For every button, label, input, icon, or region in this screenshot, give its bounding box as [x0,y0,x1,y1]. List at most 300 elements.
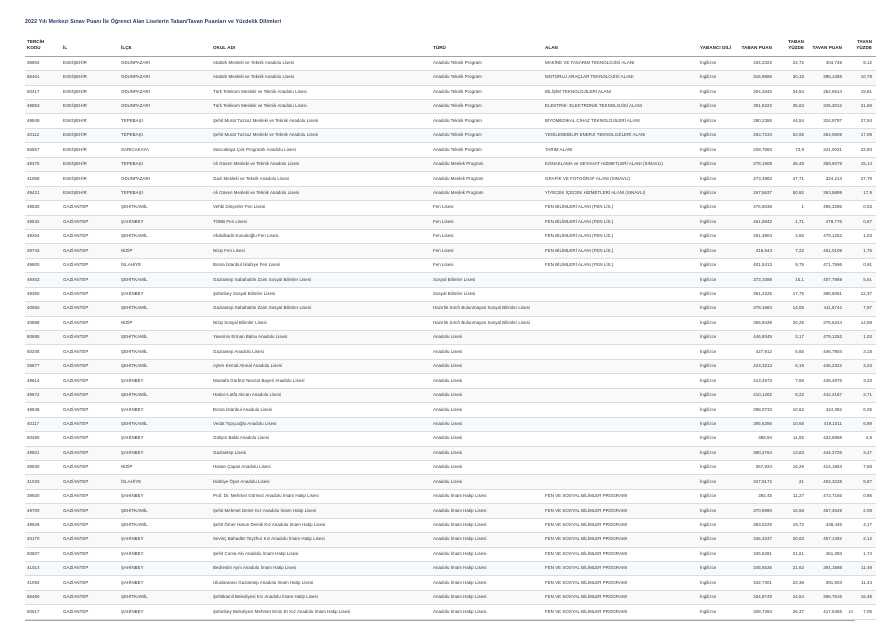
cell-ilce: ŞAHİNBEY [119,374,211,388]
column-header-tavan-puan[interactable]: TAVAN PUAN [808,36,846,56]
cell-okul: Sarıcakaya Çok Programlı Anadolu Lisesi [211,143,431,157]
cell-alan: YİYECEK İÇECEK HİZMETLERİ ALANI (SINAVLI) [543,186,698,200]
cell-tavanp: 461,283 [808,547,846,561]
cell-tavany: 2,12 [846,533,876,547]
table-row[interactable] [25,157,876,171]
cell-turu: Anadolu Lisesi [431,403,543,417]
cell-dil: İngilizce [698,172,738,186]
cell-tabanp: 304,3346 [738,85,776,99]
table-row[interactable] [25,244,876,258]
cell-dil: İngilizce [698,71,738,85]
cell-alan: FEN VE SOSYAL BİLİMLER PROGRAMI [543,605,698,619]
table-row[interactable] [25,489,876,503]
cell-okul: Uluslararası Gaziantep Anadolu İmam Hatip Lisesi [211,576,431,590]
cell-alan [543,432,698,446]
cell-tabany: 20,25 [776,316,808,330]
cell-kodu: 65461 [25,71,61,85]
cell-tabany: 5,55 [776,345,808,359]
cell-kodu: 41094 [25,576,61,590]
cell-il: ESKİŞEHİR [61,186,119,200]
cell-turu: Anadolu Teknik Program [431,56,543,70]
cell-tavanp: 352,6514 [808,85,846,99]
cell-kodu: 41069 [25,172,61,186]
cell-tavany: 9,12 [846,56,876,70]
cell-tavany: 1,03 [846,331,876,345]
cell-dil: İngilizce [698,273,738,287]
table-row[interactable] [25,114,876,128]
table-row[interactable] [25,128,876,142]
cell-alan [543,446,698,460]
cell-turu: Anadolu Lisesi [431,460,543,474]
cell-okul: Şehit Cuma Akı Anadolu İmam Hatip Lisesi [211,547,431,561]
table-row[interactable] [25,316,876,330]
cell-tavany: 3,18 [846,345,876,359]
cell-kodu: 49853 [25,100,61,114]
cell-ilce: İSLAHİYE [119,475,211,489]
cell-tavanp: 478,776 [808,215,846,229]
cell-ilce: ŞEHİTKAMİL [119,331,211,345]
cell-ilce: ŞEHİTKAMİL [119,229,211,243]
cell-okul: Hatice-Lütfü Akcan Anadolu Lisesi [211,388,431,402]
cell-tavanp: 407,7869 [808,273,846,287]
cell-dil: İngilizce [698,489,738,503]
cell-dil: İngilizce [698,590,738,604]
table-row[interactable] [25,533,876,547]
cell-okul: Şahinbey Belediyesi Mehmet Emin Er Kız Anadolu İmam Hatip Lisesi [211,605,431,619]
table-row[interactable] [25,71,876,85]
cell-alan: FEN BİLİMLERİ ALANI (FEN LİS.) [543,229,698,243]
cell-ilce: ODUNPAZARI [119,172,211,186]
table-row[interactable] [25,562,876,576]
cell-ilce: ŞEHİTKAMİL [119,388,211,402]
cell-il: GAZİANTEP [61,273,119,287]
cell-tavanp: 472,7156 [808,489,846,503]
cell-dil: İngilizce [698,143,738,157]
table-row[interactable] [25,56,876,70]
cell-tavanp: 404,748 [808,56,846,70]
cell-tabanp: 392,45 [738,489,776,503]
table-row[interactable] [25,576,876,590]
cell-okul: Prof. Dr. Mehmet Görmez Anadolu İmam Hatip Lisesi [211,489,431,503]
cell-kodu: 40117 [25,417,61,431]
cell-tavany: 0,67 [846,215,876,229]
cell-tavanp: 438,446 [808,518,846,532]
cell-okul: Gaziantep Sabahattin Zaim Sosyal Bilimler Lisesi [211,302,431,316]
cell-tavany: 14,58 [846,316,876,330]
cell-il: ESKİŞEHİR [61,71,119,85]
cell-okul: Vehbi Dinçerler Fen Lisesi [211,201,431,215]
cell-tavanp: 403,3228 [808,475,846,489]
cell-tabanp: 401,5413 [738,258,776,272]
table-row[interactable] [25,518,876,532]
cell-dil: İngilizce [698,229,738,243]
cell-dil: İngilizce [698,432,738,446]
table-row[interactable] [25,229,876,243]
table-row[interactable] [25,460,876,474]
column-header-taban-puan[interactable]: TABAN PUAN [738,36,776,56]
cell-dil: İngilizce [698,287,738,301]
cell-tavany: 7,05 [846,605,876,619]
cell-il: GAZİANTEP [61,475,119,489]
cell-ilce: ŞEHİTKAMİL [119,345,211,359]
cell-ilce: TEPEBAŞI [119,114,211,128]
cell-tavanp: 391,503 [808,576,846,590]
cell-dil: İngilizce [698,417,738,431]
cell-dil: İngilizce [698,359,738,373]
cell-tabanp: 280,2386 [738,114,776,128]
cell-ilce: NİZİP [119,460,211,474]
table-row[interactable] [25,287,876,301]
cell-dil: İngilizce [698,576,738,590]
cell-turu: Anadolu Lisesi [431,475,543,489]
cell-tabany: 44,54 [776,114,808,128]
cell-okul: Gazi Mesleki ve Teknik Anadolu Lisesi [211,172,431,186]
cell-tabany: 9,75 [776,258,808,272]
cell-turu: Anadolu Lisesi [431,432,543,446]
table-header-row [25,36,876,56]
table-row[interactable] [25,388,876,402]
cell-tabanp: 345,6291 [738,547,776,561]
cell-tabanp: 334,8749 [738,590,776,604]
table-row[interactable] [25,172,876,186]
cell-tavanp: 444,2726 [808,446,846,460]
cell-tavany: 0,91 [846,258,876,272]
cell-tabanp: 367,934 [738,460,776,474]
table-row[interactable] [25,359,876,373]
cell-alan: FEN BİLİMLERİ ALANI (FEN LİS.) [543,201,698,215]
page-number: 24 [848,609,853,614]
cell-alan: YENİLENEBİLİR ENERJİ TEKNOLOJİLERİ ALANI [543,128,698,142]
cell-dil: İngilizce [698,562,738,576]
cell-il: GAZİANTEP [61,244,119,258]
cell-alan [543,460,698,474]
cell-tabanp: 423,3213 [738,359,776,373]
cell-tabany: 10,62 [776,403,808,417]
cell-kodu: 49421 [25,186,61,200]
cell-il: GAZİANTEP [61,504,119,518]
cell-tabany: 11,92 [776,432,808,446]
column-header-ilce[interactable]: İLÇE [119,36,211,56]
cell-tavanp: 388,6061 [808,287,846,301]
cell-kodu: 50417 [25,85,61,99]
cell-tabanp: 373,1088 [738,273,776,287]
table-row[interactable] [25,215,876,229]
cell-turu: Anadolu Lisesi [431,345,543,359]
cell-tabany: 3,17 [776,331,808,345]
table-row[interactable] [25,345,876,359]
cell-dil: İngilizce [698,547,738,561]
table-row[interactable] [25,504,876,518]
cell-tavanp: 457,1392 [808,533,846,547]
cell-tabany: 16,29 [776,460,808,474]
cell-ilce: ŞAHİNBEY [119,489,211,503]
table-row[interactable] [25,417,876,431]
cell-alan [543,302,698,316]
column-header-turu[interactable]: TÜRÜ [431,36,543,56]
cell-alan [543,403,698,417]
cell-tavany: 1,74 [846,547,876,561]
cell-tabany: 50,92 [776,186,808,200]
cell-turu: Anadolu İmam Hatip Lisesi [431,562,543,576]
cell-tavanp: 345,3012 [808,100,846,114]
cell-okul: Şehit Murat Tuzsuz Mesleki ve Teknik Anadolu Lisesi [211,114,431,128]
cell-okul: Şehit Murat Tuzsuz Mesleki ve Teknik Anadolu Lisesi [211,128,431,142]
cell-dil: İngilizce [698,215,738,229]
cell-turu: Anadolu Teknik Program [431,114,543,128]
cell-ilce: ŞAHİNBEY [119,432,211,446]
cell-turu: Anadolu Lisesi [431,388,543,402]
cell-tabany: 21,61 [776,547,808,561]
cell-tabany: 17,75 [776,287,808,301]
table-row[interactable] [25,374,876,388]
cell-okul: Gaziantep Lisesi [211,446,431,460]
cell-kodu: 50490 [25,432,61,446]
table-row[interactable] [25,403,876,417]
table-row[interactable] [25,186,876,200]
cell-ilce: ŞEHİTKAMİL [119,504,211,518]
cell-okul: Şehit Ömer Harun Demik Kız Anadolu İmam Hatip Lisesi [211,518,431,532]
cell-tabany: 24,54 [776,590,808,604]
cell-tabany: 1,71 [776,215,808,229]
cell-il: GAZİANTEP [61,489,119,503]
cell-tavany: 3,71 [846,388,876,402]
column-header-il[interactable]: İL [61,36,119,56]
cell-il: ESKİŞEHİR [61,128,119,142]
cell-alan [543,331,698,345]
cell-okul: Nizip Sosyal Bilimler Lisesi [211,316,431,330]
cell-tabanp: 273,4983 [738,172,776,186]
cell-tabanp: 342,7301 [738,576,776,590]
cell-il: ESKİŞEHİR [61,172,119,186]
table-row[interactable] [25,547,876,561]
cell-okul: Ali Güven Mesleki ve Teknik Anadolu Lisesi [211,186,431,200]
cell-kodu: 49350 [25,287,61,301]
cell-dil: İngilizce [698,374,738,388]
cell-tabany: 7,22 [776,244,808,258]
table-row[interactable] [25,273,876,287]
cell-ilce: NİZİP [119,316,211,330]
cell-dil: İngilizce [698,403,738,417]
column-header-tavan-yuzde[interactable]: TAVAN YÜZDE [846,36,876,56]
cell-il: GAZİANTEP [61,446,119,460]
cell-tavany: 9,87 [846,475,876,489]
cell-kodu: 49532 [25,215,61,229]
cell-turu: Anadolu İmam Hatip Lisesi [431,489,543,503]
cell-tavanp: 432,6968 [808,432,846,446]
cell-kodu: 41033 [25,475,61,489]
cell-tavanp: 445,4876 [808,374,846,388]
cell-il: GAZİANTEP [61,331,119,345]
cell-kodu: 50345 [25,345,61,359]
cell-tabanp: 334,2322 [738,56,776,70]
cell-kodu: 40170 [25,533,61,547]
cell-tabany: 52,65 [776,128,808,142]
cell-il: GAZİANTEP [61,533,119,547]
cell-tabany: 11,27 [776,489,808,503]
column-header-okul-adi[interactable]: OKUL ADI [211,36,431,56]
column-header-taban-yuzde[interactable]: TABAN YÜZDE [776,36,808,56]
table-row[interactable] [25,85,876,99]
table-row[interactable] [25,258,876,272]
table-row[interactable] [25,475,876,489]
column-header-alan[interactable]: ALAN [543,36,698,56]
cell-turu: Anadolu İmam Hatip Lisesi [431,533,543,547]
cell-tabanp: 345,5536 [738,562,776,576]
cell-tabanp: 451,3804 [738,229,776,243]
cell-tabanp: 263,7234 [738,128,776,142]
cell-ilce: SARICAKAYA [119,143,211,157]
cell-il: GAZİANTEP [61,547,119,561]
cell-tabanp: 279,1908 [738,157,776,171]
cell-dil: İngilizce [698,186,738,200]
cell-alan: FEN BİLİMLERİ ALANI (FEN LİS.) [543,244,698,258]
column-header-yabanci-dili[interactable]: YABANCI DİLİ [698,36,738,56]
cell-ilce: ŞAHİNBEY [119,547,211,561]
cell-ilce: ŞAHİNBEY [119,605,211,619]
cell-alan: FEN BİLİMLERİ ALANI (FEN LİS.) [543,215,698,229]
cell-alan [543,388,698,402]
cell-dil: İngilizce [698,518,738,532]
cell-tavany: 6,98 [846,417,876,431]
cell-il: GAZİANTEP [61,562,119,576]
cell-tabanp: 388,94 [738,432,776,446]
cell-kodu: 39930 [25,460,61,474]
cell-okul: Atatürk Mesleki ve Teknik Anadolu Lisesi [211,71,431,85]
cell-tabanp: 476,5036 [738,201,776,215]
cell-turu: Fen Lisesi [431,229,543,243]
cell-tabany: 73,9 [776,143,808,157]
table-row[interactable] [25,446,876,460]
cell-tabany: 35,63 [776,100,808,114]
cell-tavany: 22,83 [846,143,876,157]
cell-kodu: 49948 [25,403,61,417]
table-row[interactable] [25,605,876,619]
cell-turu: Anadolu Lisesi [431,331,543,345]
cell-alan: ELEKTRİK- ELEKTRONİK TEKNOLOJİSİ ALANI [543,100,698,114]
cell-alan [543,316,698,330]
cell-dil: İngilizce [698,114,738,128]
table-row[interactable] [25,143,876,157]
cell-dil: İngilizce [698,460,738,474]
cell-tavanp: 364,0608 [808,128,846,142]
cell-alan [543,475,698,489]
cell-tavany: 19,81 [846,85,876,99]
cell-tabanp: 361,2225 [738,287,776,301]
cell-okul: Bedrestin Aynı Anadolu İmam Hatip Lisesi [211,562,431,576]
cell-dil: İngilizce [698,302,738,316]
cell-dil: İngilizce [698,56,738,70]
cell-turu: Anadolu Lisesi [431,417,543,431]
cell-okul: Şehit Mehmet Demir Kız Anadolu İmam Hatip Lisesi [211,504,431,518]
cell-tabany: 26,37 [776,605,808,619]
cell-tabany: 7,69 [776,374,808,388]
cell-dil: İngilizce [698,157,738,171]
column-header-tercih-kodu[interactable]: TERCİH KODU [25,36,61,56]
cell-ilce: ŞEHİTKAMİL [119,518,211,532]
cell-ilce: TEPEBAŞI [119,128,211,142]
cell-kodu: 49601 [25,446,61,460]
cell-alan: TARIM ALANI [543,143,698,157]
cell-turu: Anadolu Teknik Program [431,143,543,157]
cell-kodu: 39877 [25,359,61,373]
table-row[interactable] [25,331,876,345]
cell-ilce: ŞAHİNBEY [119,215,211,229]
cell-dil: İngilizce [698,331,738,345]
cell-il: GAZİANTEP [61,417,119,431]
table-row[interactable] [25,432,876,446]
cell-okul: Mustafa Gürbüz Nevzat Bayeri Anadolu Lisesi [211,374,431,388]
cell-tavany: 3,33 [846,374,876,388]
cell-ilce: ŞEHİTKAMİL [119,302,211,316]
cell-tavanp: 471,7596 [808,258,846,272]
table-row[interactable] [25,590,876,604]
cell-okul: Türk Telekom Mesleki ve Teknik Anadolu Lisesi [211,100,431,114]
cell-okul: Borsa İstanbul Anadolu Lisesi [211,403,431,417]
table-row[interactable] [25,201,876,215]
cell-okul: Gaziantep Anadolu Lisesi [211,345,431,359]
cell-turu: Anadolu Meslek Program [431,186,543,200]
cell-tavany: 3,23 [846,359,876,373]
cell-okul: Gülşen Balat Anadolu Lisesi [211,432,431,446]
cell-ilce: ODUNPAZARI [119,56,211,70]
cell-tavanp: 341,0021 [808,143,846,157]
cell-tabanp: 427,912 [738,345,776,359]
cell-okul: Şahinbey Sosyal Bilimler Lisesi [211,287,431,301]
cell-tabany: 2,66 [776,229,808,243]
table-row[interactable] [25,302,876,316]
cell-tavany: 2,08 [846,504,876,518]
cell-kodu: 40112 [25,128,61,142]
cell-kodu: 65557 [25,143,61,157]
cell-alan [543,287,698,301]
cell-tavany: 16,49 [846,590,876,604]
cell-tavanp: 375,6244 [808,316,846,330]
cell-tabany: 20,63 [776,533,808,547]
cell-tabany: 13,63 [776,446,808,460]
cell-kodu: 49928 [25,518,61,532]
cell-dil: İngilizce [698,605,738,619]
cell-turu: Anadolu İmam Hatip Lisesi [431,547,543,561]
cell-tabany: 45,49 [776,157,808,171]
cell-kodu: 49672 [25,388,61,402]
cell-tavanp: 324,9797 [808,114,846,128]
cell-dil: İngilizce [698,446,738,460]
cell-turu: Anadolu Teknik Program [431,100,543,114]
cell-il: ESKİŞEHİR [61,56,119,70]
cell-tabanp: 316,9886 [738,71,776,85]
cell-il: GAZİANTEP [61,201,119,215]
table-row[interactable] [25,100,876,114]
cell-il: ESKİŞEHİR [61,114,119,128]
cell-il: GAZİANTEP [61,258,119,272]
cell-kodu: 50507 [25,547,61,561]
cell-tabany: 21 [776,475,808,489]
cell-tavany: 10,78 [846,71,876,85]
cell-kodu: 41014 [25,562,61,576]
cell-kodu: 49530 [25,201,61,215]
cell-ilce: NİZİP [119,244,211,258]
cell-turu: Fen Lisesi [431,258,543,272]
cell-tabany: 15,58 [776,504,808,518]
cell-tabanp: 413,4973 [738,374,776,388]
cell-alan: FEN VE SOSYAL BİLİMLER PROGRAMI [543,489,698,503]
cell-alan: FEN VE SOSYAL BİLİMLER PROGRAMI [543,590,698,604]
cell-kodu: 49849 [25,114,61,128]
cell-alan [543,417,698,431]
cell-dil: İngilizce [698,244,738,258]
cell-tabany: 22,36 [776,576,808,590]
cell-tavanp: 411,6742 [808,302,846,316]
